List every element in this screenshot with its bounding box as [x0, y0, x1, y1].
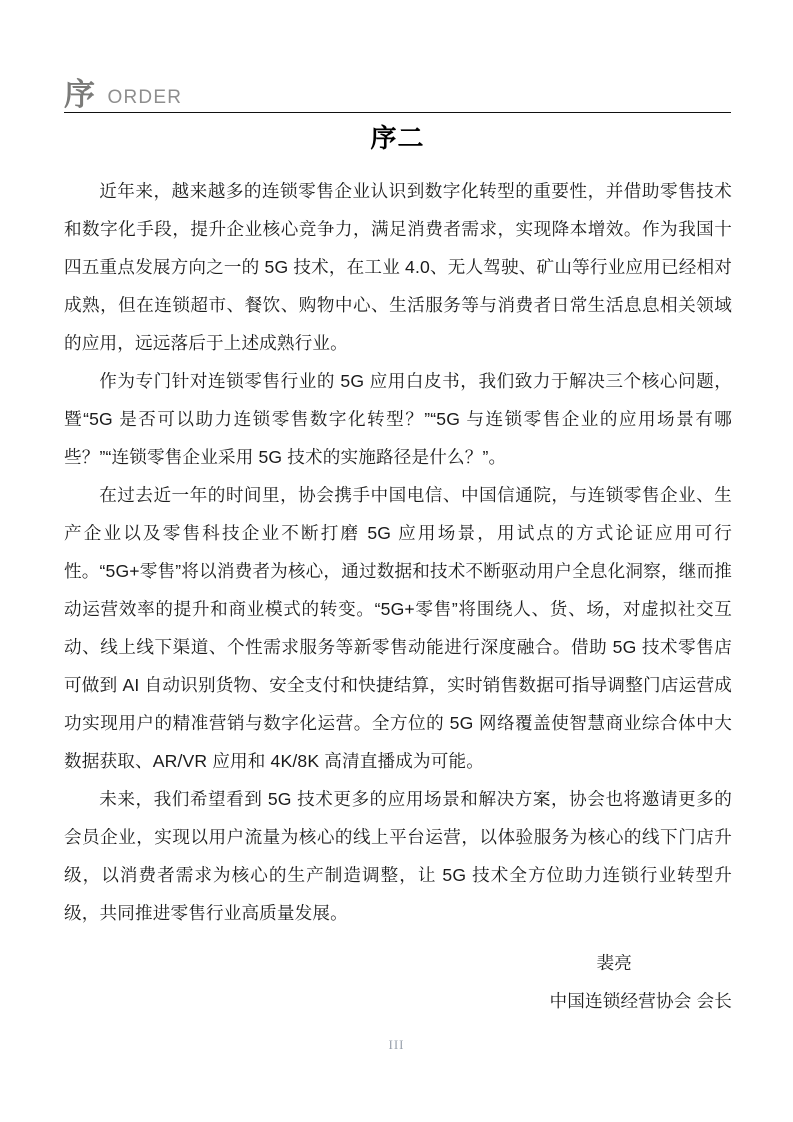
paragraph: 未来，我们希望看到 5G 技术更多的应用场景和解决方案，协会也将邀请更多的会员企业，实现以用户流量为核心的线上平台运营，以体验服务为核心的线下门店升级，以消费者需求为核心的生产制造调整，让 5G 技术全方位助力连锁行业转型升级，共同推进零售行业高质量发展。: [64, 789, 732, 923]
header-divider-rule: [64, 112, 731, 113]
paragraph: 近年来，越来越多的连锁零售企业认识到数字化转型的重要性，并借助零售技术和数字化手段，提升企业核心竞争力，满足消费者需求，实现降本增效。作为我国十四五重点发展方向之一的 5G 技术，在工业 4.0、无人驾驶、矿山等行业应用已经相对成熟，但在连锁超市、餐饮、购物中心、生活服务等与消费者日常生活息息相关领域的应用，远远落后于上述成熟行业。: [64, 181, 732, 353]
running-header: [64, 62, 730, 110]
page-footer: [0, 1036, 793, 1054]
header-chapter-label: ORDER: [107, 87, 183, 108]
paragraph: 在过去近一年的时间里，协会携手中国电信、中国信通院，与连锁零售企业、生产企业以及零售科技企业不断打磨 5G 应用场景，用试点的方式论证应用可行性。“5G+零售”将以消费者为核心，通过数据和技术不断驱动用户全息化洞察，继而推动运营效率的提升和商业模式的转变。“5G+零售”将围绕人、货、场，对虚拟社交互动、线上线下渠道、个性需求服务等新零售动能进行深度融合。借助 5G 技术零售店可做到 AI 自动识别货物、安全支付和快捷结算，实时销售数据可指导调整门店运营成功实现用户的精准营销与数字化运营。全方位的 5G 网络覆盖使智慧商业综合体中大数据获取、AR/VR 应用和 4K/8K 高清直播成为可能。: [64, 485, 732, 771]
header-chapter-mark: 序: [64, 77, 96, 112]
body-copy: [64, 172, 732, 932]
page-title: 序二: [370, 123, 425, 153]
paragraph: 作为专门针对连锁零售行业的 5G 应用白皮书，我们致力于解决三个核心问题，暨“5G 是否可以助力连锁零售数字化转型？”“5G 与连锁零售企业的应用场景有哪些？”“连锁零售企业采用 5G 技术的实施路径是什么？”。: [64, 371, 732, 467]
signature-block: [64, 944, 732, 1020]
signature-name: 裴亮: [596, 953, 632, 973]
signature-affiliation: 中国连锁经营协会 会长: [549, 991, 732, 1011]
page-number: III: [388, 1037, 405, 1052]
